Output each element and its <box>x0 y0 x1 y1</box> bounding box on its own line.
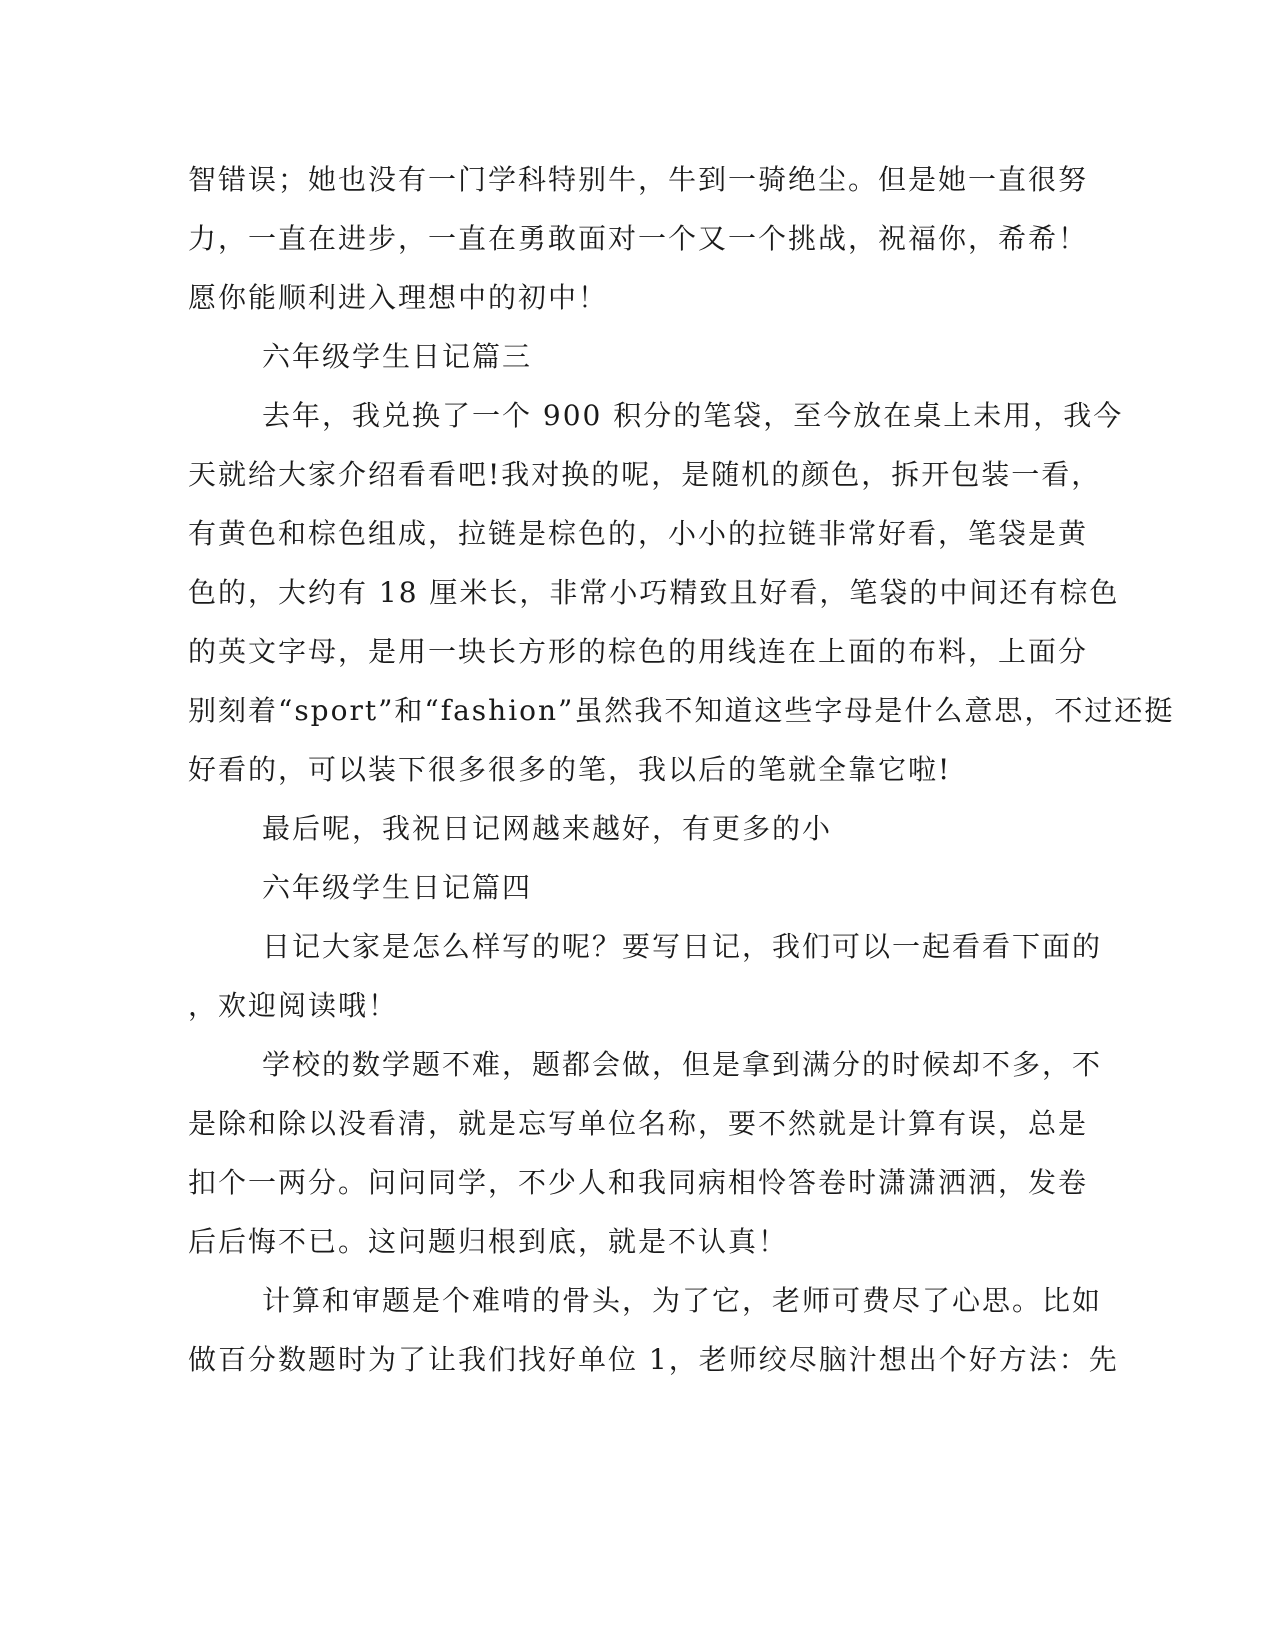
text-line: 最后呢，我祝日记网越来越好，有更多的小 <box>262 812 833 845</box>
text-line: 学校的数学题不难，题都会做，但是拿到满分的时候却不多，不 <box>262 1048 1103 1081</box>
text-line: 计算和审题是个难啃的骨头，为了它，老师可费尽了心思。比如 <box>262 1284 1103 1317</box>
section-heading: 六年级学生日记篇四 <box>262 871 533 904</box>
text-line: 有黄色和棕色组成，拉链是棕色的，小小的拉链非常好看，笔袋是黄 <box>188 517 1089 550</box>
text-line: 色的，大约有 18 厘米长，非常小巧精致且好看，笔袋的中间还有棕色 <box>188 576 1120 609</box>
text-line: 愿你能顺利进入理想中的初中！ <box>188 281 609 314</box>
text-line: 去年，我兑换了一个 900 积分的笔袋，至今放在桌上未用，我今 <box>262 399 1124 432</box>
text-line: 后后悔不已。这问题归根到底，就是不认真！ <box>188 1225 789 1258</box>
text-line: 天就给大家介绍看看吧!我对换的呢，是随机的颜色，拆开包装一看， <box>188 458 1102 491</box>
text-line: 好看的，可以装下很多很多的笔，我以后的笔就全靠它啦! <box>188 753 952 786</box>
text-line: 日记大家是怎么样写的呢？要写日记，我们可以一起看看下面的 <box>262 930 1103 963</box>
text-line: 智错误；她也没有一门学科特别牛，牛到一骑绝尘。但是她一直很努 <box>188 163 1089 196</box>
text-line: 的英文字母，是用一块长方形的棕色的用线连在上面的布料，上面分 <box>188 635 1089 668</box>
text-line: ，欢迎阅读哦！ <box>188 989 399 1022</box>
text-line: 别刻着“sport”和“fashion”虽然我不知道这些字母是什么意思，不过还挺 <box>188 694 1175 727</box>
text-line: 做百分数题时为了让我们找好单位 1，老师绞尽脑汁想出个好方法：先 <box>188 1343 1119 1376</box>
text-line: 力，一直在进步，一直在勇敢面对一个又一个挑战，祝福你，希希！ <box>188 222 1089 255</box>
text-line: 是除和除以没看清，就是忘写单位名称，要不然就是计算有误，总是 <box>188 1107 1089 1140</box>
text-line: 扣个一两分。问问同学，不少人和我同病相怜答卷时潇潇洒洒，发卷 <box>188 1166 1089 1199</box>
section-heading: 六年级学生日记篇三 <box>262 340 533 373</box>
